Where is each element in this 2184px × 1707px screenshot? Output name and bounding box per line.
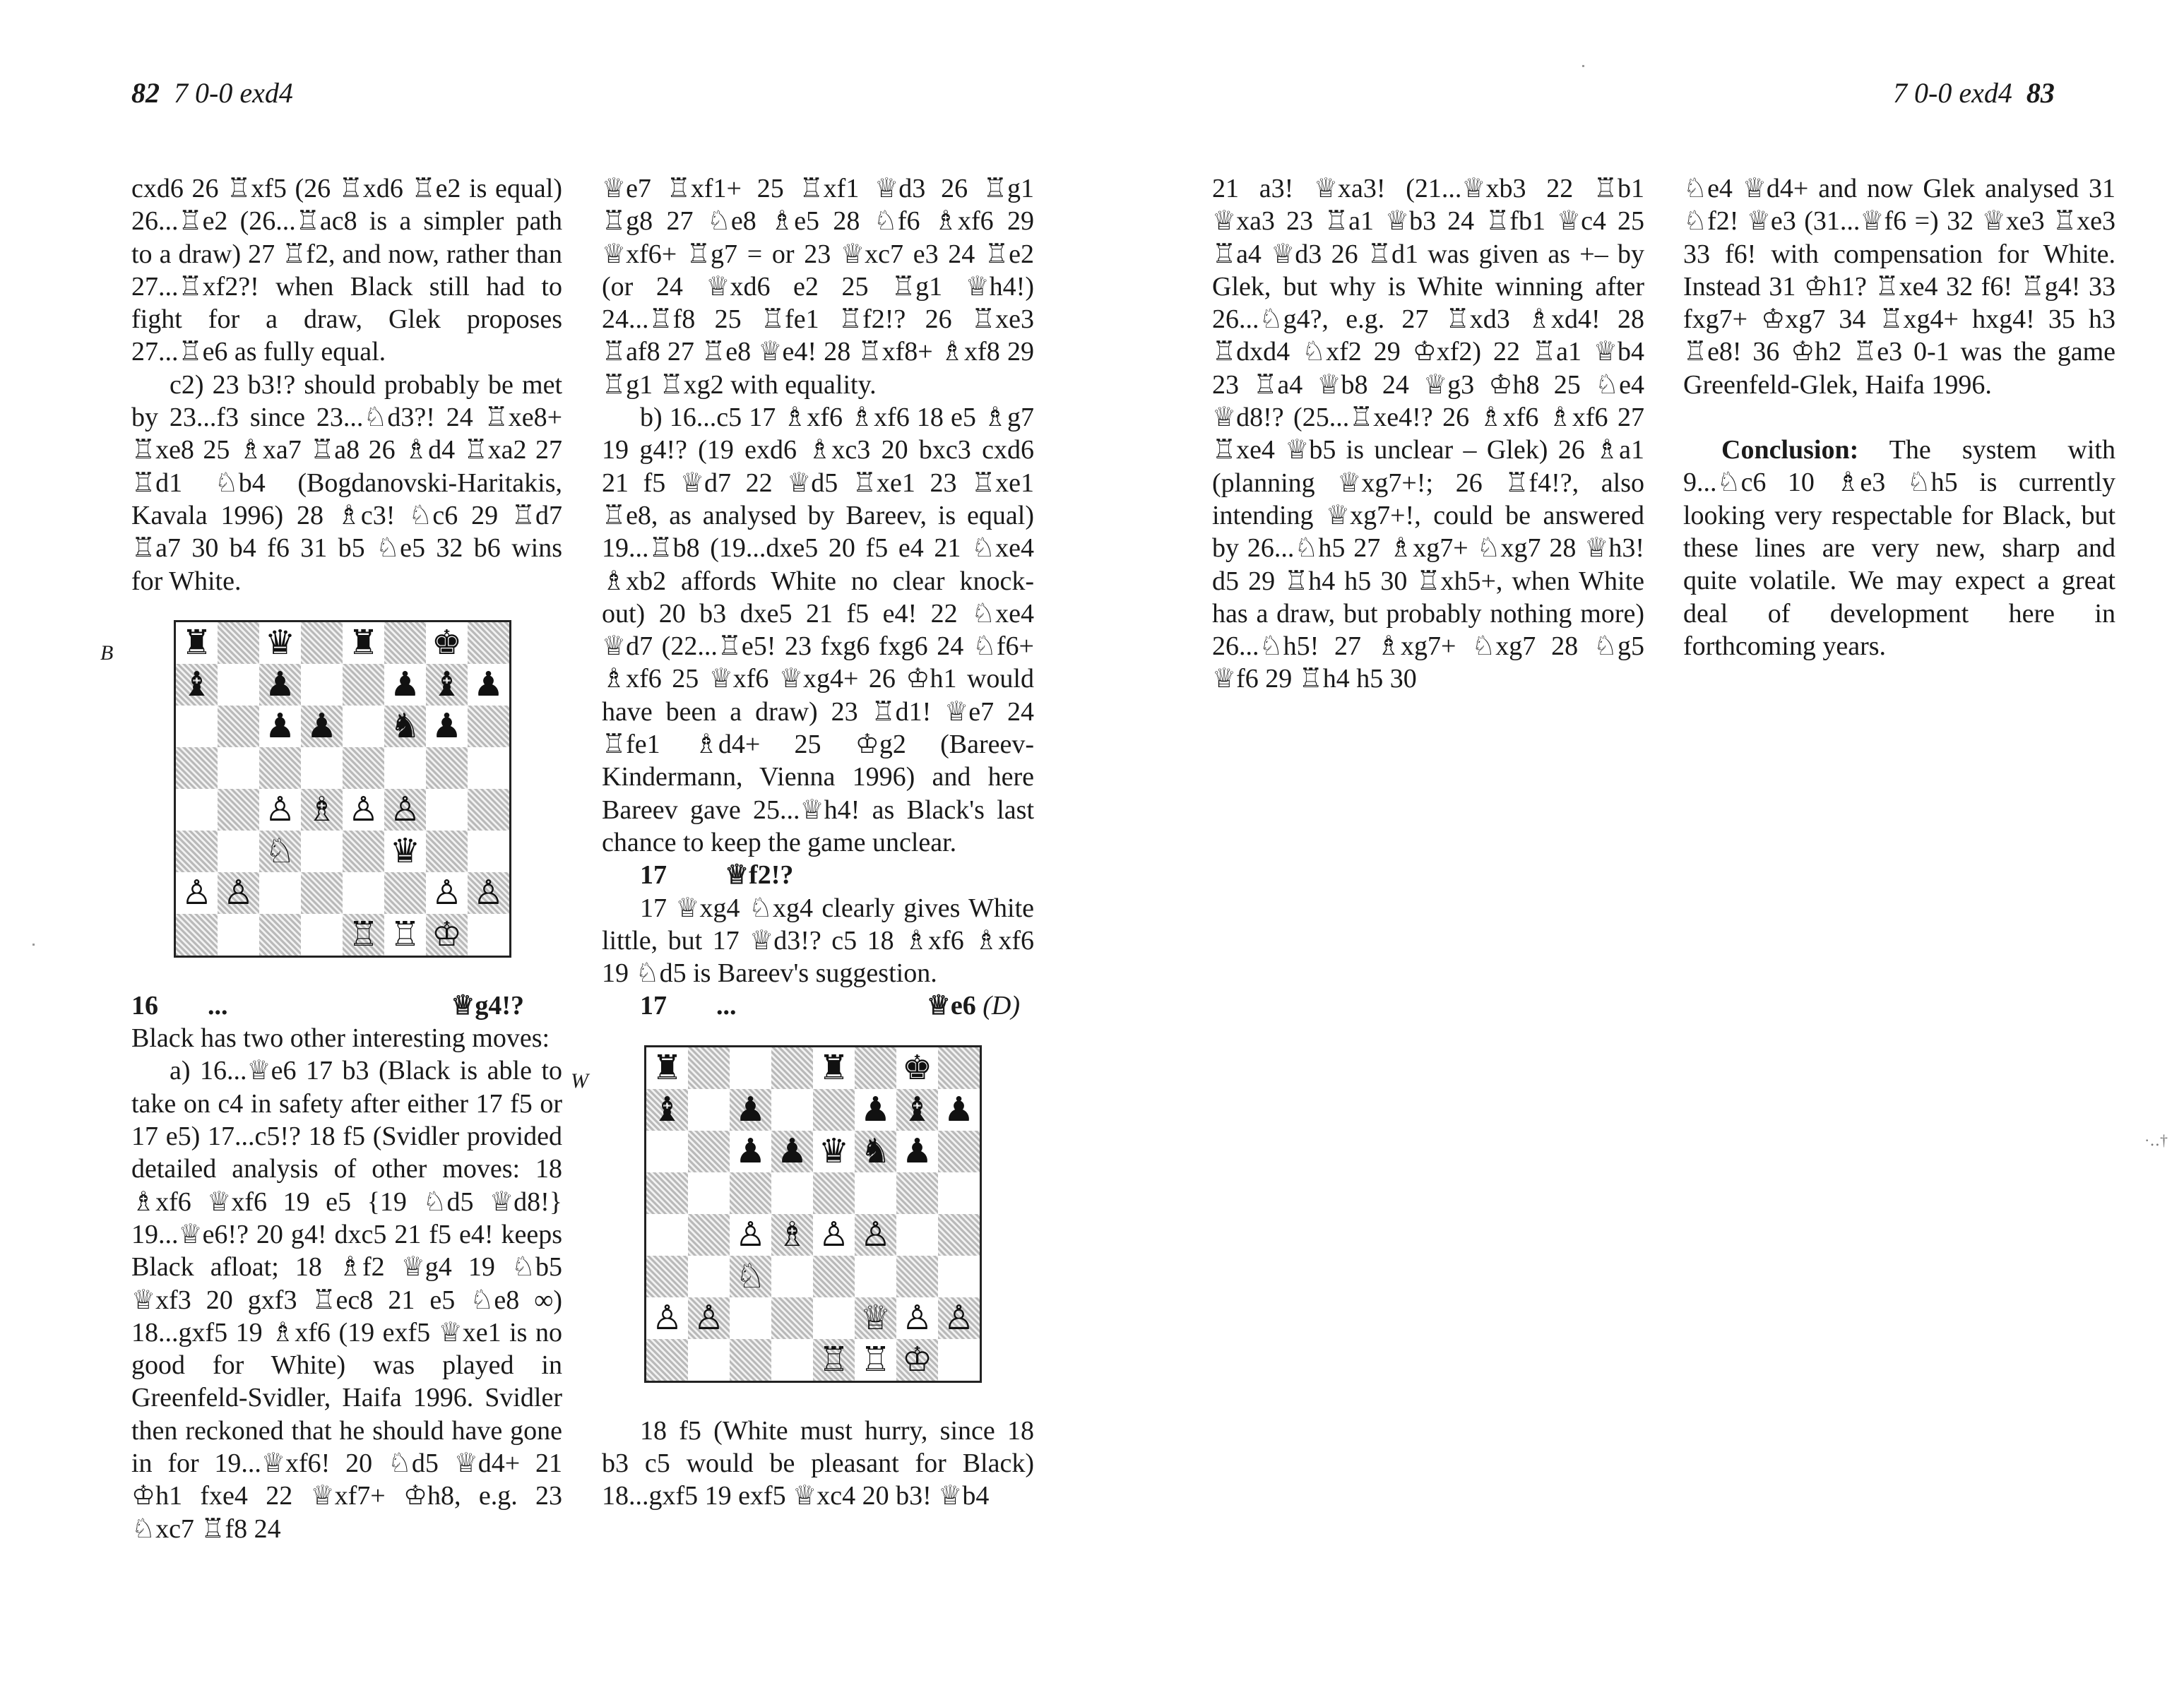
board-square: [938, 1172, 980, 1214]
chess-piece: ♛: [264, 623, 296, 663]
board-square: [426, 706, 468, 747]
board-square: [218, 706, 259, 747]
board-square: [896, 1089, 938, 1131]
chess-piece: ♞: [860, 1131, 891, 1172]
chess-piece: ♙: [651, 1298, 683, 1338]
board-square: [938, 1089, 980, 1131]
chess-piece: ♜: [818, 1048, 850, 1088]
chess-piece: ♗: [306, 790, 338, 830]
move-text: ♕f2!?: [725, 860, 794, 891]
board-square: [813, 1047, 855, 1089]
board-square: [176, 831, 218, 872]
board-square: [771, 1131, 813, 1172]
chess-board-2: [644, 1045, 982, 1383]
column-4: [1683, 172, 2115, 662]
column-1: [100, 172, 562, 1545]
board-square: [646, 1131, 688, 1172]
board-square: [301, 747, 343, 789]
chess-piece: ♖: [860, 1340, 891, 1380]
move-line-16: [131, 989, 562, 1022]
move-number: 17: [640, 860, 667, 891]
board-square: [938, 1047, 980, 1089]
board-square: [730, 1172, 771, 1214]
board-square: [218, 747, 259, 789]
board-square: [688, 1089, 730, 1131]
board-square: [384, 914, 426, 956]
column-2: [571, 172, 1034, 1513]
board-square: [218, 831, 259, 872]
board-square: [855, 1172, 896, 1214]
board-square: [426, 831, 468, 872]
board-square: [896, 1339, 938, 1381]
board-square: [813, 1339, 855, 1381]
chess-piece: ♘: [735, 1256, 766, 1297]
chess-piece: ♙: [473, 873, 504, 913]
board-square: [343, 914, 384, 956]
board-square: [468, 664, 509, 706]
chess-piece: ♙: [693, 1298, 725, 1338]
chess-piece: ♙: [264, 790, 296, 830]
chess-piece: ♙: [860, 1215, 891, 1255]
chess-piece: ♝: [181, 665, 213, 705]
board-square: [646, 1214, 688, 1256]
board-square: [771, 1172, 813, 1214]
chess-piece: ♚: [431, 623, 463, 663]
col1-paragraph-3: Black has two other interesting moves:: [131, 1023, 550, 1054]
board-square: [468, 872, 509, 914]
board-square: [468, 789, 509, 831]
board-square: [259, 706, 301, 747]
move-text: ♕e6: [926, 991, 976, 1021]
chess-piece: ♖: [818, 1340, 850, 1380]
chess-piece: ♟: [860, 1090, 891, 1130]
conclusion-text: The system with 9...♘c6 10 ♗e3 ♘h5 is currently looking very respectable for Black, but these lines are very new, sharp and quite volatile. We may expect a great deal of development here in forthcoming years.: [1683, 435, 2115, 661]
chess-piece: ♙: [735, 1215, 766, 1255]
col2-paragraph-4: 18 f5 (White must hurry, since 18 b3 c5 would be pleasant for Black) 18...gxf5 19 exf5 ♕xc4 20 b3! ♕b4: [602, 1415, 1034, 1511]
board-square: [855, 1089, 896, 1131]
board-square: [176, 747, 218, 789]
margin-mark: ·‥†: [2144, 1131, 2168, 1149]
dot-mark-1: [1582, 65, 1584, 67]
board-square: [688, 1172, 730, 1214]
chess-piece: ♚: [901, 1048, 933, 1088]
col2-paragraph-3: 17 ♕xg4 ♘xg4 clearly gives White little, but 17 ♕d3!? c5 18 ♗xf6 ♗xf6 19 ♘d5 is Bareev's suggestion.: [602, 893, 1034, 989]
chess-piece: ♝: [901, 1090, 933, 1130]
chess-piece: ♛: [389, 831, 421, 872]
board-square: [813, 1089, 855, 1131]
board-square: [771, 1297, 813, 1339]
board-square: [646, 1047, 688, 1089]
chess-piece: ♕: [860, 1298, 891, 1338]
chess-board-1: [174, 620, 511, 958]
board-square: [301, 914, 343, 956]
board-square: [218, 872, 259, 914]
chess-piece: ♟: [735, 1131, 766, 1172]
board-square: [468, 706, 509, 747]
chess-piece: ♙: [431, 873, 463, 913]
board-square: [730, 1339, 771, 1381]
board-square: [468, 914, 509, 956]
board-square: [384, 789, 426, 831]
board-square: [730, 1214, 771, 1256]
board-square: [301, 706, 343, 747]
board-square: [855, 1297, 896, 1339]
col2-paragraph-2: b) 16...c5 17 ♗xf6 ♗xf6 18 e5 ♗g7 19 g4!? (19 exd6 ♗xc3 20 bxc3 cxd6 21 f5 ♕d7 22 ♕d5 ♖xe1 23 ♖xe1 ♖e8, as analysed by Bareev, is equal) 19...♖b8 (19...dxe5 20 f5 e4 21 ♘xe4 ♗xb2 affords White no clear knock-out) 20 b3 dxe5 21 f5 e4! 22 ♘xe4 ♕d7 (22...♖e5! 23 fxg6 fxg6 24 ♘f6+ ♗xf6 25 ♕xf6 ♕xg4+ 26 ♔h1 would have been a draw) 23 ♖d1! ♕e7 24 ♖fe1 ♗d4+ 25 ♔g2 (Bareev-Kindermann, Vienna 1996) and here Bareev gave 25...♕h4! as Black's last chance to keep the game unclear.: [602, 403, 1034, 857]
board-square: [646, 1089, 688, 1131]
board-square: [688, 1047, 730, 1089]
board-square: [426, 747, 468, 789]
chess-piece: ♗: [776, 1215, 808, 1255]
board-square: [176, 622, 218, 664]
chess-piece: ♟: [389, 665, 421, 705]
board-square: [176, 914, 218, 956]
board-square: [384, 831, 426, 872]
move-line-17-black: [602, 989, 1034, 1022]
move-dots: ...: [208, 990, 228, 1021]
column-3: [1212, 172, 1644, 696]
col1-paragraph-1: cxd6 26 ♖xf5 (26 ♖xd6 ♖e2 is equal) 26...♖e2 (26...♖ac8 is a simpler path to a draw) 27 ♖f2, and now, rather than 27...♖xf2?! when Black still had to fight for a draw, Glek proposes 27...♖e6 as fully equal.: [131, 174, 562, 367]
board-square: [301, 872, 343, 914]
board-square: [938, 1214, 980, 1256]
chess-piece: ♜: [181, 623, 213, 663]
chess-piece: ♖: [389, 915, 421, 955]
board-square: [896, 1047, 938, 1089]
board-square: [468, 747, 509, 789]
col4-paragraph-1: ♘e4 ♕d4+ and now Glek analysed 31 ♘f2! ♕e3 (31...♕f6 =) 32 ♕xe3 ♖xe3 33 f6! with compensation for White. Instead 31 ♔h1? ♖xe4 32 f6! ♖g4! 33 fxg7+ ♔xg7 34 ♖xg4+ hxg4! 35 h3 ♖e8! 36 ♔h2 ♖e3 0-1 was the game Greenfeld-Glek, Haifa 1996.: [1683, 174, 2115, 400]
chess-piece: ♟: [431, 706, 463, 747]
chess-piece: ♝: [651, 1090, 683, 1130]
board-square: [426, 622, 468, 664]
board-square: [938, 1131, 980, 1172]
board-square: [426, 914, 468, 956]
chess-piece: ♔: [901, 1340, 933, 1380]
board-square: [426, 664, 468, 706]
board-square: [896, 1172, 938, 1214]
board-square: [301, 622, 343, 664]
board-square: [468, 622, 509, 664]
board-square: [218, 664, 259, 706]
chess-piece: ♙: [222, 873, 254, 913]
board-square: [688, 1339, 730, 1381]
board-square: [730, 1089, 771, 1131]
board-square: [176, 664, 218, 706]
move-dots: ...: [716, 991, 737, 1021]
conclusion-label: Conclusion:: [1721, 435, 1859, 465]
board-square: [855, 1047, 896, 1089]
running-title-right: 7 0-0 exd4: [1893, 77, 2012, 109]
chess-piece: ♜: [651, 1048, 683, 1088]
board-square: [938, 1256, 980, 1297]
board-square: [384, 706, 426, 747]
chess-piece: ♟: [735, 1090, 766, 1130]
chess-piece: ♟: [473, 665, 504, 705]
move-number: 17: [640, 991, 667, 1021]
chess-piece: ♝: [431, 665, 463, 705]
board-square: [688, 1214, 730, 1256]
board-square: [301, 831, 343, 872]
board-square: [218, 789, 259, 831]
chess-piece: ♙: [943, 1298, 975, 1338]
board-square: [426, 789, 468, 831]
board-square: [301, 664, 343, 706]
board-square: [176, 872, 218, 914]
diagram-1: [100, 597, 562, 989]
board-square: [813, 1214, 855, 1256]
chess-piece: ♙: [818, 1215, 850, 1255]
chess-piece: ♟: [943, 1090, 975, 1130]
header-left: [131, 76, 293, 109]
board-square: [384, 872, 426, 914]
col3-paragraph-1: 21 a3! ♕xa3! (21...♕xb3 22 ♖b1 ♕xa3 23 ♖a1 ♕b3 24 ♖fb1 ♕c4 25 ♖a4 ♕d3 26 ♖d1 was given as +– by Glek, but why is White winning after 26...♘g4?, e.g. 27 ♖xd3 ♗xd4! 28 ♖dxd4 ♘xf2 29 ♔xf2) 22 ♖a1 ♕b4 23 ♖a4 ♕b8 24 ♕g3 ♔h8 25 ♘e4 ♕d8!? (25...♖xe4!? 26 ♗xf6 ♗xf6 27 ♖xe4 ♕b5 is unclear – Glek) 26 ♗a1 (planning ♕xg7+!; 26 ♖f4!?, also intending ♕xg7+!, could be answered by 26...♘h5 27 ♗xg7+ ♘xg7 28 ♕h3! d5 29 ♖h4 h5 30 ♖xh5+, when White has a draw, but probably nothing more) 26...♘h5! 27 ♗xg7+ ♘xg7 28 ♘g5 ♕f6 29 ♖h4 h5 30: [1212, 174, 1644, 694]
board-square: [259, 914, 301, 956]
board-square: [343, 664, 384, 706]
board-square: [384, 747, 426, 789]
chess-piece: ♟: [776, 1131, 808, 1172]
board-square: [813, 1297, 855, 1339]
board-square: [855, 1131, 896, 1172]
chess-piece: ♟: [264, 665, 296, 705]
chess-piece: ♖: [348, 915, 379, 955]
board-square: [259, 664, 301, 706]
chess-piece: ♙: [901, 1298, 933, 1338]
board-square: [896, 1131, 938, 1172]
board-square: [855, 1256, 896, 1297]
board-square: [646, 1297, 688, 1339]
move-number: 16: [131, 990, 158, 1021]
board-square: [384, 664, 426, 706]
board-square: [343, 747, 384, 789]
board-square: [343, 706, 384, 747]
board-square: [771, 1256, 813, 1297]
diagram-tag: (D): [983, 991, 1020, 1021]
conclusion-paragraph: [1683, 434, 2115, 662]
board-square: [688, 1297, 730, 1339]
header-right: [1893, 76, 2055, 109]
chess-piece: ♔: [431, 915, 463, 955]
board-square: [813, 1131, 855, 1172]
board-square: [646, 1256, 688, 1297]
move-text: ♕g4!?: [451, 990, 524, 1021]
board-square: [688, 1131, 730, 1172]
dot-mark-2: [32, 944, 35, 946]
board-square: [896, 1256, 938, 1297]
board-square: [218, 622, 259, 664]
board-square: [730, 1297, 771, 1339]
board-square: [855, 1339, 896, 1381]
board-square: [813, 1256, 855, 1297]
chess-piece: ♙: [181, 873, 213, 913]
board-square: [343, 789, 384, 831]
board-square: [730, 1256, 771, 1297]
board-square: [176, 789, 218, 831]
board-square: [343, 622, 384, 664]
chess-piece: ♟: [306, 706, 338, 747]
board-square: [771, 1047, 813, 1089]
board-square: [771, 1339, 813, 1381]
board-square: [896, 1297, 938, 1339]
board-square: [426, 872, 468, 914]
board-square: [176, 706, 218, 747]
running-title-left: 7 0-0 exd4: [174, 77, 293, 109]
board-square: [343, 872, 384, 914]
board-square: [384, 622, 426, 664]
diagram-1-side-to-move: B: [100, 641, 114, 665]
board-square: [938, 1297, 980, 1339]
spacer: [1683, 401, 2115, 434]
chess-piece: ♟: [901, 1131, 933, 1172]
col1-paragraph-4: a) 16...♕e6 17 b3 (Black is able to take on c4 in safety after either 17 f5 or 17 e5) 17...c5!? 18 f5 (Svidler provided detailed analysis of other moves: 18 ♗xf6 ♕xf6 19 e5 {19 ♘d5 ♕d8!} 19...♕e6!? 20 g4! dxc5 21 f5 e4! keeps Black afloat; 18 ♗f2 ♕g4 19 ♘b5 ♕xf3 20 gxf3 ♖ec8 21 e5 ♘e8 ∞) 18...gxf5 19 ♗xf6 (19 exf5 ♕xe1 is no good for White) was played in Greenfeld-Svidler, Haifa 1996. Svidler then reckoned that he should have gone in for 19...♕xf6! 20 ♘d5 ♕d4+ 21 ♔h1 fxe4 22 ♕xf7+ ♔h8, e.g. 23 ♘xc7 ♖f8 24: [131, 1056, 562, 1544]
board-square: [259, 789, 301, 831]
col1-paragraph-2: c2) 23 b3!? should probably be met by 23...f3 since 23...♘d3?! 24 ♖xe8+ ♖xe8 25 ♗xa7 ♖a8 26 ♗d4 ♖xa2 27 ♖d1 ♘b4 (Bogdanovski-Haritakis, Kavala 1996) 28 ♗c3! ♘c6 29 ♖d7 ♖a7 30 b4 f6 31 b5 ♘e5 32 b6 wins for White.: [131, 369, 562, 596]
chess-piece: ♙: [348, 790, 379, 830]
board-square: [771, 1089, 813, 1131]
diagram-2-side-to-move: W: [571, 1069, 588, 1093]
board-square: [646, 1172, 688, 1214]
move-line-17-white: [602, 859, 1034, 891]
board-square: [896, 1214, 938, 1256]
page-number-right: 83: [2026, 77, 2055, 109]
page-number-left: 82: [131, 77, 160, 109]
chess-piece: ♙: [389, 790, 421, 830]
chess-piece: ♘: [264, 831, 296, 872]
board-square: [855, 1214, 896, 1256]
chess-piece: ♞: [389, 706, 421, 747]
board-square: [343, 831, 384, 872]
board-square: [688, 1256, 730, 1297]
board-square: [218, 914, 259, 956]
board-square: [259, 872, 301, 914]
board-square: [730, 1047, 771, 1089]
board-square: [259, 831, 301, 872]
board-square: [468, 831, 509, 872]
board-square: [646, 1339, 688, 1381]
chess-piece: ♜: [348, 623, 379, 663]
board-square: [259, 747, 301, 789]
diagram-2: [571, 1023, 1034, 1415]
board-square: [301, 789, 343, 831]
board-square: [259, 622, 301, 664]
board-square: [771, 1214, 813, 1256]
chess-piece: ♛: [818, 1131, 850, 1172]
board-square: [813, 1172, 855, 1214]
board-square: [938, 1339, 980, 1381]
board-square: [730, 1131, 771, 1172]
chess-piece: ♟: [264, 706, 296, 747]
col2-paragraph-1: ♕e7 ♖xf1+ 25 ♖xf1 ♕d3 26 ♖g1 ♖g8 27 ♘e8 ♗e5 28 ♘f6 ♗xf6 29 ♕xf6+ ♖g7 = or 23 ♕xc7 e3 24 ♖e2 (or 24 ♕xd6 e2 25 ♖g1 ♕h4!) 24...♖f8 25 ♖fe1 ♖f2!? 26 ♖xe3 ♖af8 27 ♖e8 ♕e4! 28 ♖xf8+ ♗xf8 29 ♖g1 ♖xg2 with equality.: [602, 174, 1034, 400]
